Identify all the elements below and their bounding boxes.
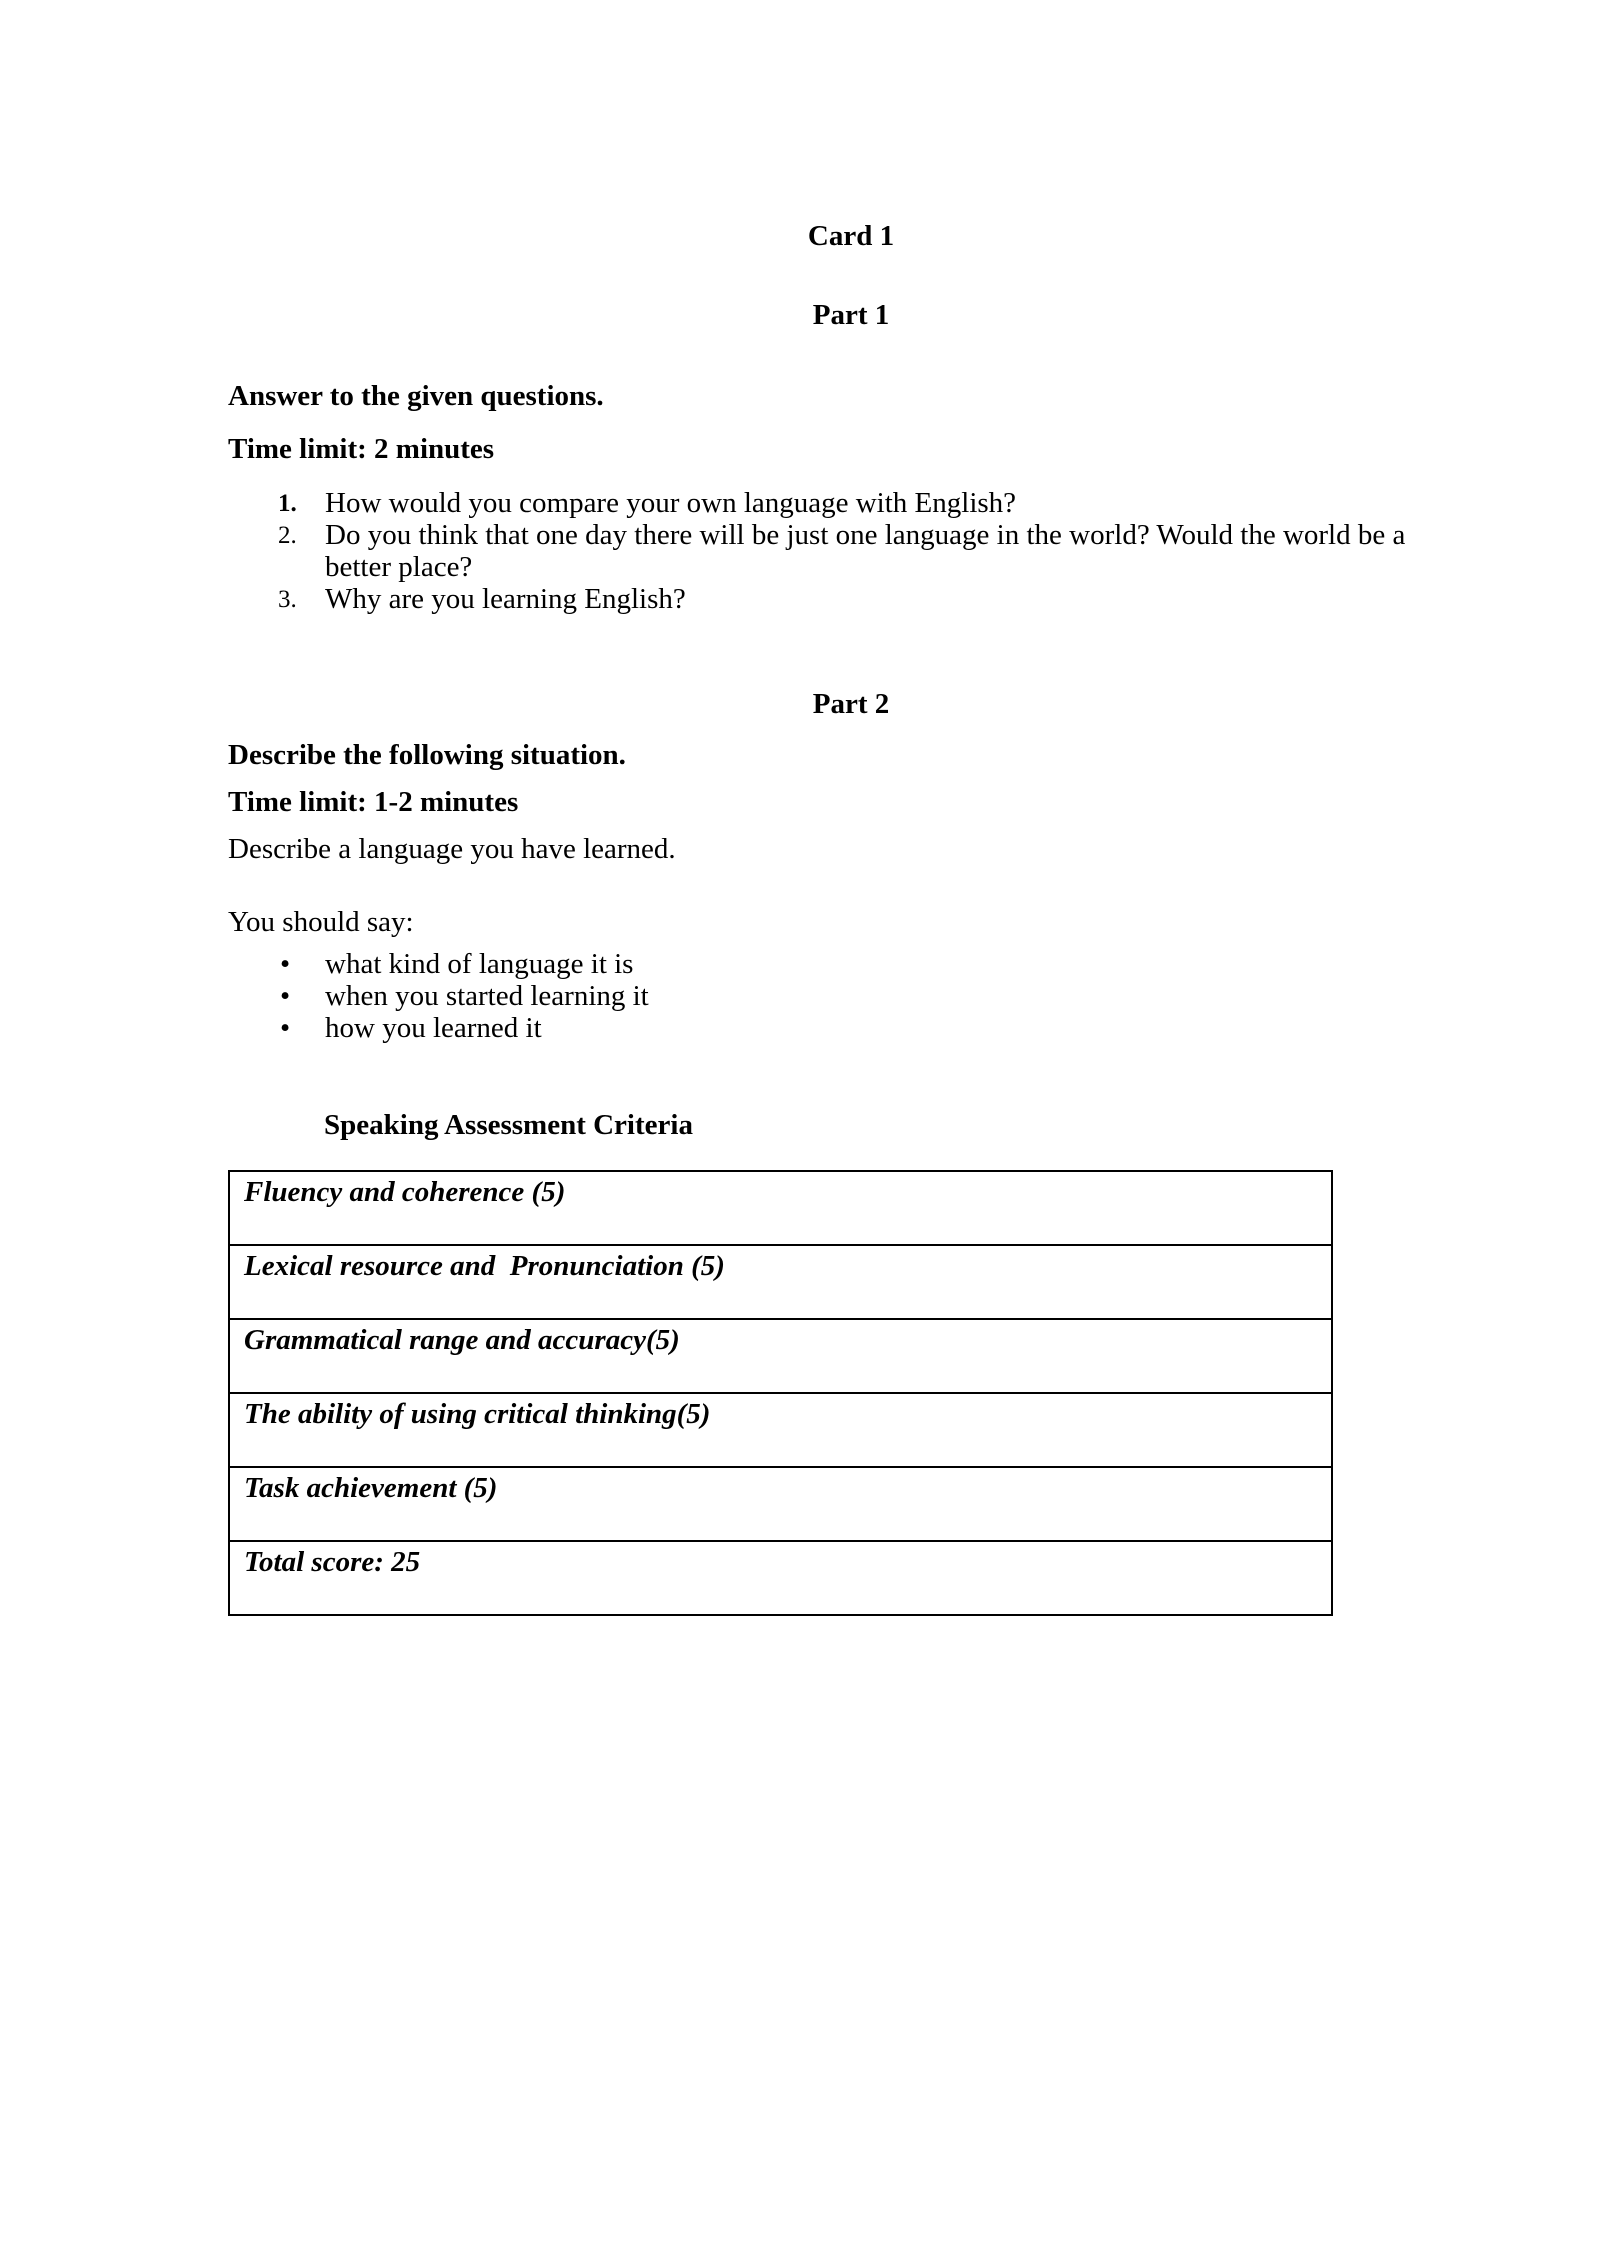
spacer [228,864,1474,908]
list-item [228,520,1474,584]
bullet-icon: • [280,1011,291,1044]
criteria-cell: The ability of using critical thinking(5) [229,1393,1332,1467]
spacer [228,251,1474,301]
spacer [228,616,1474,690]
criteria-cell: Fluency and coherence (5) [229,1171,1332,1245]
criteria-cell: Grammatical range and accuracy(5) [229,1319,1332,1393]
spacer [228,330,1474,382]
document-content [228,222,1474,1616]
spacer [228,719,1474,741]
table-row [229,1171,1332,1245]
criteria-heading: Speaking Assessment Criteria [324,1108,693,1141]
criteria-cell: Total score: 25 [229,1541,1332,1615]
list-item-text: Do you think that one day there will be just one language in the world? Would the world be a better place? [325,519,1406,583]
table-row [229,1541,1332,1615]
list-item [228,1013,1474,1045]
spacer [228,411,1474,435]
page-title: Card 1 [807,220,895,252]
list-item [228,949,1474,981]
list-item-text: How would you compare your own language with English? [325,487,1017,519]
spacer [228,1045,1474,1111]
table-row [229,1319,1332,1393]
part-2-instruction: Describe the following situation. [228,738,626,771]
part-1-heading: Part 1 [812,299,890,331]
part-1-instruction: Answer to the given questions. [228,380,604,412]
part-2-time-limit: Time limit: 1-2 minutes [228,785,519,818]
part-2-task: Describe a language you have learned. [228,832,676,865]
list-item-number: 1. [278,490,297,517]
table-row [229,1245,1332,1319]
part-2-heading: Part 2 [812,687,890,720]
spacer [228,464,1474,488]
criteria-cell: Lexical resource and Pronunciation (5) [229,1245,1332,1319]
part-2-bullet-list [228,949,1474,1045]
list-item-number: 3. [278,585,297,613]
table-row [229,1467,1332,1541]
list-item-text: what kind of language it is [325,947,634,980]
list-item-text: Why are you learning English? [325,582,686,615]
list-item [228,981,1474,1013]
assessment-criteria-table [228,1170,1333,1616]
bullet-icon: • [280,979,291,1012]
table-row [229,1393,1332,1467]
list-item-number: 2. [278,522,297,549]
part-1-question-list [228,488,1474,616]
spacer [228,1140,1474,1170]
list-item [228,488,1474,520]
criteria-cell: Task achievement (5) [229,1467,1332,1541]
part-2-prompt-lead: You should say: [228,905,414,938]
list-item [228,584,1474,616]
part-1-time-limit: Time limit: 2 minutes [228,433,495,465]
list-item-text: when you started learning it [325,979,649,1012]
list-item-text: how you learned it [325,1011,542,1044]
bullet-icon: • [280,947,291,980]
